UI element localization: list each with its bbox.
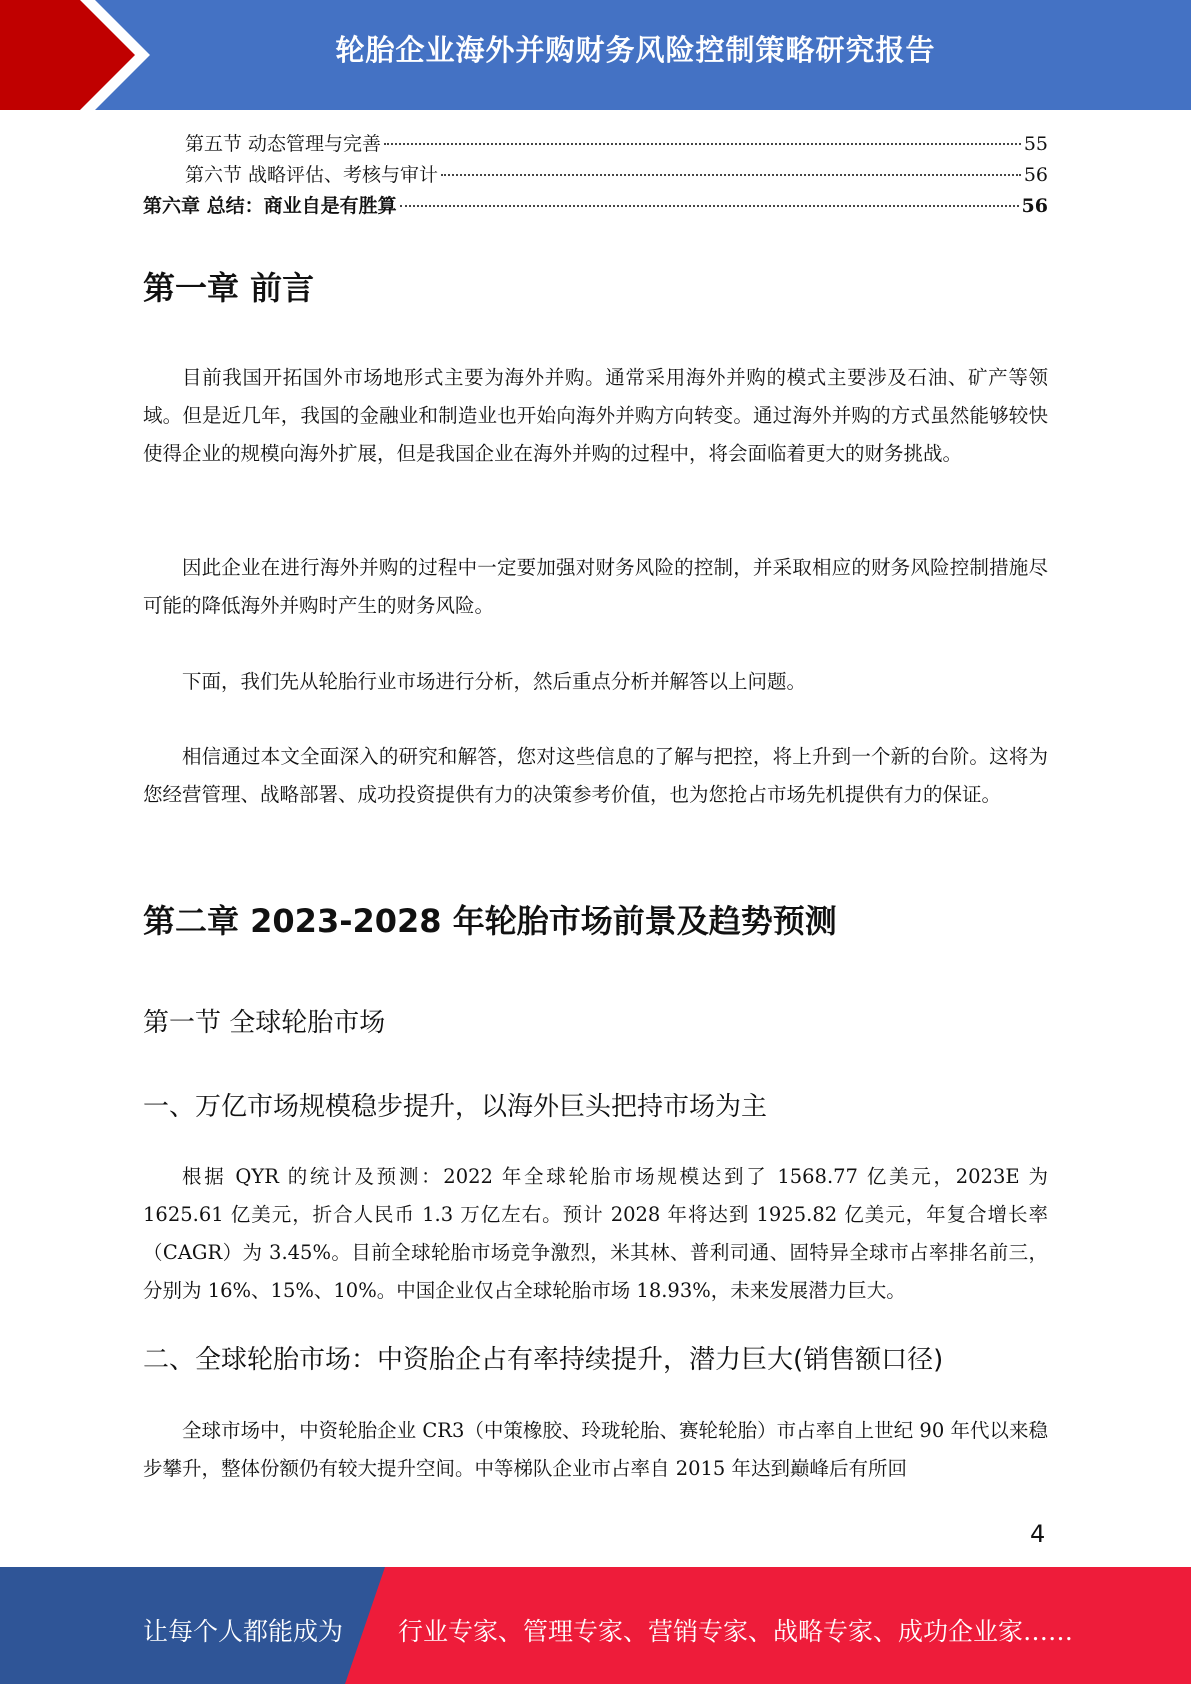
report-title: 轮胎企业海外并购财务风险控制策略研究报告 (335, 33, 936, 67)
chapter-2 (143, 896, 1048, 942)
footer-slogan-left: 让每个人都能成为 (143, 1617, 344, 1646)
toc-entry-title: 第六节 战略评估、考核与审计 (185, 164, 439, 186)
subsection-1-body (143, 1158, 1048, 1310)
toc-entry-title: 第六章 总结：商业自是有胜算 (143, 195, 397, 217)
subsection-1 (143, 1086, 1048, 1123)
subsection-2 (143, 1339, 1048, 1376)
paragraph: 因此企业在进行海外并购的过程中一定要加强对财务风险的控制，并采取相应的财务风险控制措施尽可能的降低海外并购时产生的财务风险。 (143, 556, 1048, 617)
paragraph: 全球市场中，中资轮胎企业 CR3（中策橡胶、玲珑轮胎、赛轮轮胎）市占率自上世纪 90 年代以来稳步攀升，整体份额仍有较大提升空间。中等梯队企业市占率自 2015 年达到巅峰后有所回 (143, 1419, 1048, 1480)
chapter-1 (143, 263, 1048, 309)
chapter-1-paragraph (143, 738, 1048, 814)
chapter-1-paragraph (143, 663, 1048, 701)
paragraph: 目前我国开拓国外市场地形式主要为海外并购。通常采用海外并购的模式主要涉及石油、矿产等领域。但是近几年，我国的金融业和制造业也开始向海外并购方向转变。通过海外并购的方式虽然能够较快使得企业的规模向海外扩展，但是我国企业在海外并购的过程中，将会面临着更大的财务挑战。 (143, 366, 1048, 465)
toc-leader-dots (384, 143, 1021, 145)
toc-entry-page: 55 (1023, 133, 1048, 155)
toc-entry-page: 56 (1023, 164, 1048, 186)
page-number: 4 (1030, 1520, 1046, 1548)
toc-entry-title: 第五节 动态管理与完善 (185, 133, 382, 155)
subsection-2-body (143, 1412, 1048, 1488)
subsection-heading: 二、全球轮胎市场：中资胎企占有率持续提升，潜力巨大(销售额口径) (143, 1345, 944, 1375)
toc-entry[interactable] (143, 129, 1048, 160)
footer-slogan-right: 行业专家、管理专家、营销专家、战略专家、成功企业家…… (398, 1617, 1074, 1646)
page-footer (0, 1567, 1191, 1684)
toc-entry[interactable] (143, 191, 1048, 222)
page-header (0, 0, 1191, 110)
toc-leader-dots (400, 205, 1019, 207)
toc-entry[interactable] (143, 160, 1048, 191)
toc-entry-page: 56 (1021, 195, 1048, 217)
subsection-heading: 一、万亿市场规模稳步提升，以海外巨头把持市场为主 (143, 1092, 768, 1122)
chapter-1-paragraph (143, 359, 1048, 473)
chapter-heading: 第一章 前言 (143, 269, 315, 307)
paragraph: 下面，我们先从轮胎行业市场进行分析，然后重点分析并解答以上问题。 (182, 670, 807, 693)
paragraph: 相信通过本文全面深入的研究和解答，您对这些信息的了解与把控，将上升到一个新的台阶。这将为您经营管理、战略部署、成功投资提供有力的决策参考价值，也为您抢占市场先机提供有力的保证。 (143, 745, 1048, 806)
section-1 (143, 1002, 1048, 1039)
chapter-heading: 第二章 2023-2028 年轮胎市场前景及趋势预测 (143, 902, 837, 940)
chapter-1-paragraph (143, 549, 1048, 625)
paragraph: 根据 QYR 的统计及预测：2022 年全球轮胎市场规模达到了 1568.77 亿美元，2023E 为 1625.61 亿美元，折合人民币 1.3 万亿左右。预计 2028 年将达到 1925.82 亿美元，年复合增长率（CAGR）为 3.45%。目前全球轮胎市场竞争激烈，米其林、普利司通、固特异全球市占率排名前三，分别为 16%、15%、10%。中国企业仅占全球轮胎市场 18.93%，未来发展潜力巨大。 (143, 1165, 1048, 1302)
section-heading: 第一节 全球轮胎市场 (143, 1008, 386, 1038)
table-of-contents (143, 129, 1048, 222)
toc-leader-dots (441, 174, 1021, 176)
